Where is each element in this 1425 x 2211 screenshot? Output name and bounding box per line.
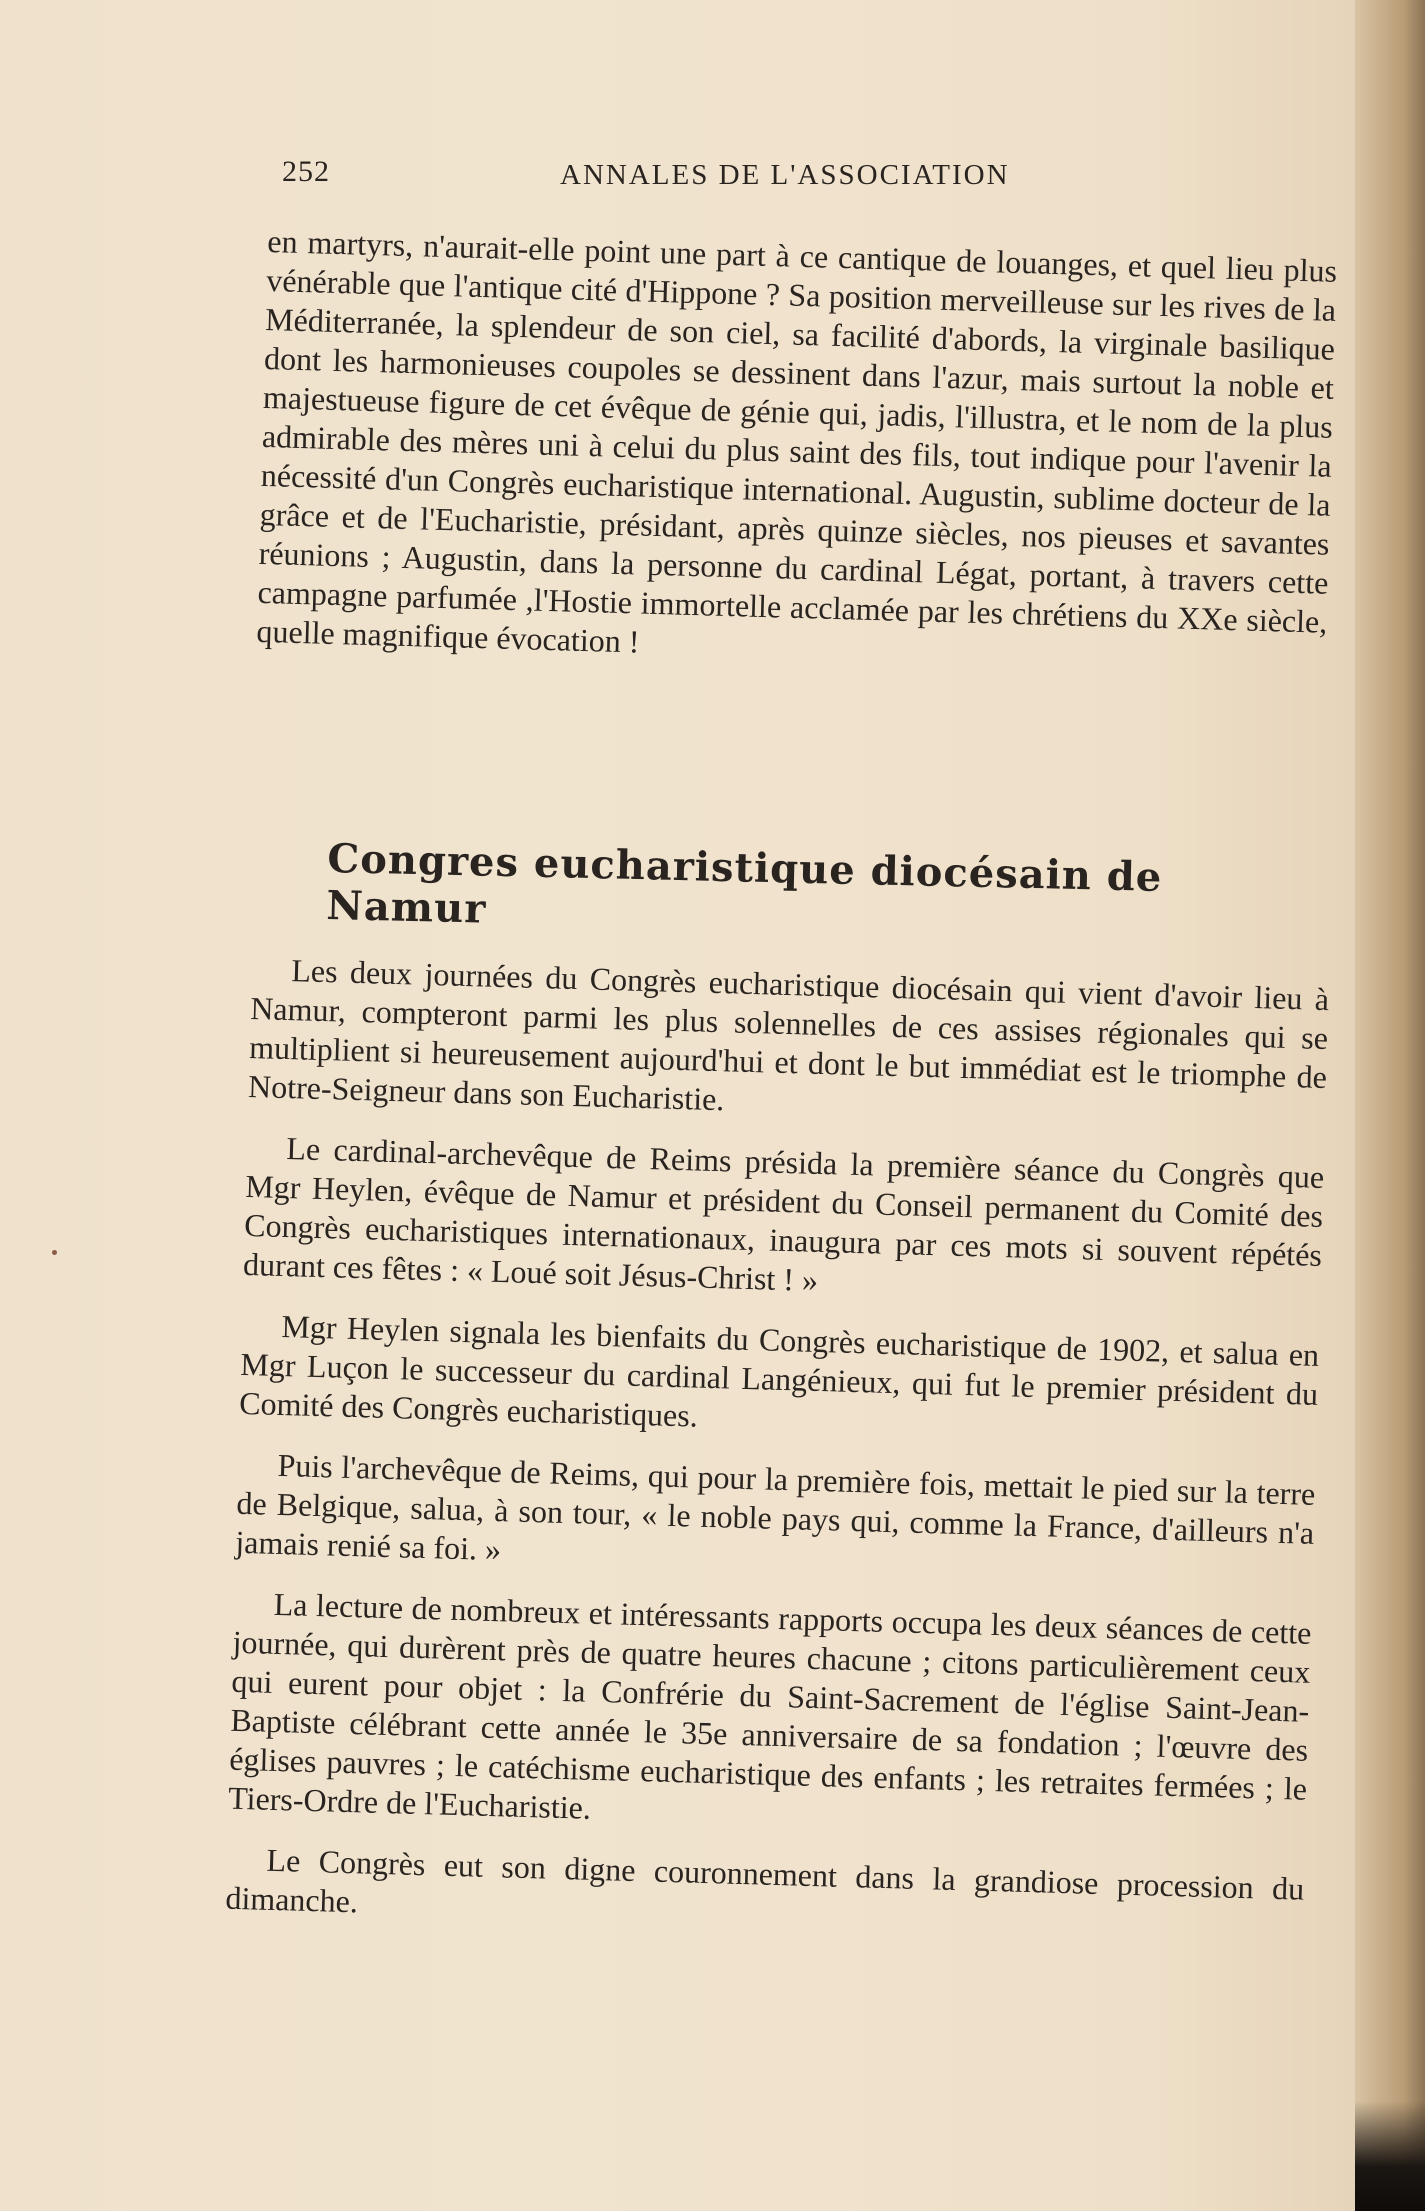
paragraph: Le Congrès eut son digne couronnement dans la grandiose procession du dimanche. [225, 1841, 1305, 1920]
section-title: Congres eucharistique diocésain de Namur [325, 835, 1163, 933]
paragraph: Mgr Heylen signala les bienfaits du Congrès eucharistique de 1902, et salua en Mgr Luçon le successeur du cardinal Langénieux, qui fut le premier président du Comité des Congrès eucharistiques. [238, 1307, 1320, 1434]
paragraph: en martyrs, n'aurait-elle point une part à ce cantique de louanges, et quel lieu plus vénérable que l'antique cité d'Hippone ? Sa position merveilleuse sur les rives de la Méditerranée, la splendeur de son ciel, sa facilité d'abords, la virginale basilique dont les harmonieuses coupoles se dessinent dans l'azur, mais surtout la noble et majestueuse figure de cet évêque de génie qui, jadis, l'illustra, et le nom de la plus admirable des mères uni à celui du plus saint des fils, tout indique pour l'avenir la nécessité d'un Congrès eucharistique international. Augustin, sublime docteur de la grâce et de l'Eucharistie, présidant, après quinze siècles, nos pieuses et savantes réunions ; Augustin, dans la personne du cardinal Légat, portant, à travers cette campagne parfumée ,l'Hostie immortelle acclamée par les chrétiens du XXe siècle, quelle magnifique évocation ! [256, 222, 1338, 660]
page-header [282, 155, 1342, 195]
paragraph: Les deux journées du Congrès eucharistique diocésain qui vient d'avoir lieu à Namur, compteront parmi les plus solennelles de ces assises régionales qui se multiplient si heureusement aujourd'hui et dont le but immédiat est le triomphe de Notre-Seigneur dans son Eucharistie. [247, 952, 1330, 1118]
spine-shadow [1355, 2101, 1425, 2211]
paragraph: Le cardinal-archevêque de Reims présida la première séance du Congrès que Mgr Heylen, évêque de Namur et président du Conseil permanent du Comité des Congrès eucharistiques internationaux, inaugura par ces mots si souvent répétés durant ces fêtes : « Loué soit Jésus-Christ ! » [242, 1130, 1325, 1298]
page-number: 252 [282, 155, 330, 188]
section-body [224, 950, 1329, 1970]
running-head: ANNALES DE L'ASSOCIATION [560, 159, 1010, 191]
paragraph: Puis l'archevêque de Reims, qui pour la première fois, mettait le pied sur la terre de Belgique, salua, à son tour, « le noble pays qui, comme la France, d'ailleurs n'a jamais renié sa foi. » [234, 1446, 1316, 1568]
paragraph: La lecture de nombreux et intéressants rapports occupa les deux séances de cette journée, qui durèrent près de quatre heures chacune ; citons particulièrement ceux qui eurent pour objet : la Confrérie du Saint-Sacrement de l'église Saint-Jean-Baptiste célébrant cette année le 35e anniversaire de sa fondation ; l'œuvre des églises pauvres ; le catéchisme eucharistique des enfants ; les retraites fermées ; le Tiers-Ordre de l'Eucharistie. [227, 1585, 1312, 1826]
paper-speck [52, 1250, 57, 1255]
book-spine-edge [1355, 0, 1425, 2211]
opening-paragraph [256, 222, 1338, 681]
